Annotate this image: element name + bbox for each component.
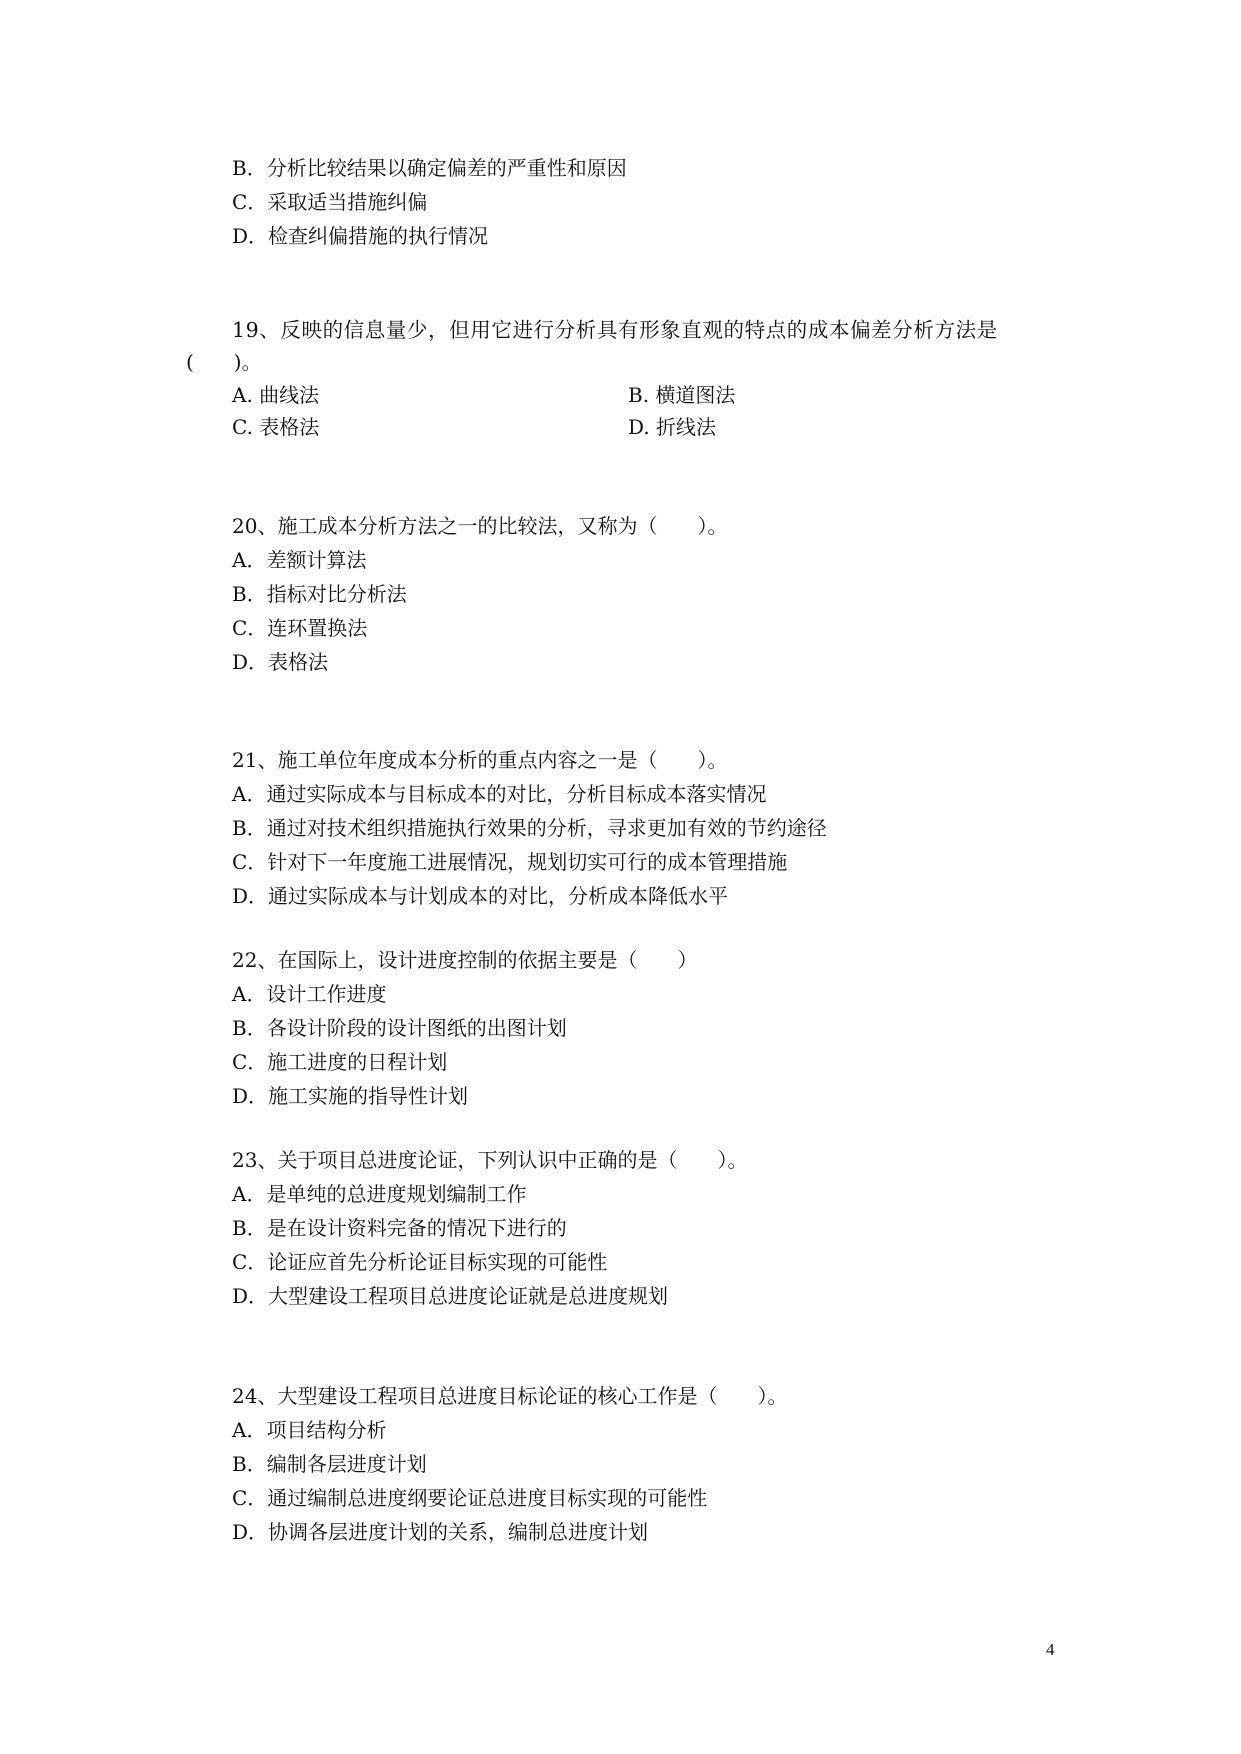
q21-option-c: C．针对下一年度施工进展情况，规划切实可行的成本管理措施 [232, 850, 788, 874]
q24-stem: 24、大型建设工程项目总进度目标论证的核心工作是（ ）。 [232, 1384, 788, 1408]
q21-option-d: D．通过实际成本与计划成本的对比，分析成本降低水平 [232, 884, 729, 908]
q22-stem: 22、在国际上，设计进度控制的依据主要是（ ） [232, 948, 698, 972]
q23-option-a: A．是单纯的总进度规划编制工作 [232, 1182, 527, 1206]
q23-option-b: B．是在设计资料完备的情况下进行的 [232, 1216, 567, 1240]
q24-option-d: D．协调各层进度计划的关系，编制总进度计划 [232, 1520, 649, 1544]
q20-stem: 20、施工成本分析方法之一的比较法，又称为（ ）。 [232, 514, 728, 538]
q18-option-b: B．分析比较结果以确定偏差的严重性和原因 [232, 156, 627, 180]
q23-stem: 23、关于项目总进度论证，下列认识中正确的是（ ）。 [232, 1148, 748, 1172]
q20-option-b: B．指标对比分析法 [232, 582, 407, 606]
q23-option-c: C．论证应首先分析论证目标实现的可能性 [232, 1250, 608, 1274]
q19-stem: 19、反映的信息量少，但用它进行分析具有形象直观的特点的成本偏差分析方法是 [232, 318, 998, 342]
q22-option-c: C．施工进度的日程计划 [232, 1050, 448, 1074]
page-number: 4 [1046, 1640, 1055, 1659]
q20-option-a: A．差额计算法 [232, 548, 367, 572]
q24-option-c: C．通过编制总进度纲要论证总进度目标实现的可能性 [232, 1486, 708, 1510]
q20-option-c: C．连环置换法 [232, 616, 368, 640]
q24-option-b: B．编制各层进度计划 [232, 1452, 427, 1476]
q21-option-a: A．通过实际成本与目标成本的对比，分析目标成本落实情况 [232, 782, 767, 806]
q19-option-a: A. 曲线法 [232, 383, 320, 407]
q22-option-b: B．各设计阶段的设计图纸的出图计划 [232, 1016, 567, 1040]
q21-stem: 21、施工单位年度成本分析的重点内容之一是（ ）。 [232, 748, 728, 772]
q21-option-b: B．通过对技术组织措施执行效果的分析，寻求更加有效的节约途径 [232, 816, 827, 840]
q19-stem-continued: ( )。 [186, 350, 262, 374]
q19-option-d: D. 折线法 [628, 415, 717, 439]
q22-option-d: D．施工实施的指导性计划 [232, 1084, 469, 1108]
q19-option-c: C. 表格法 [232, 415, 320, 439]
q18-option-d: D．检查纠偏措施的执行情况 [232, 224, 489, 248]
q22-option-a: A．设计工作进度 [232, 982, 387, 1006]
q24-option-a: A．项目结构分析 [232, 1418, 387, 1442]
q20-option-d: D．表格法 [232, 650, 329, 674]
q23-option-d: D．大型建设工程项目总进度论证就是总进度规划 [232, 1284, 669, 1308]
q19-option-b: B. 横道图法 [628, 383, 736, 407]
q18-option-c: C．采取适当措施纠偏 [232, 190, 428, 214]
